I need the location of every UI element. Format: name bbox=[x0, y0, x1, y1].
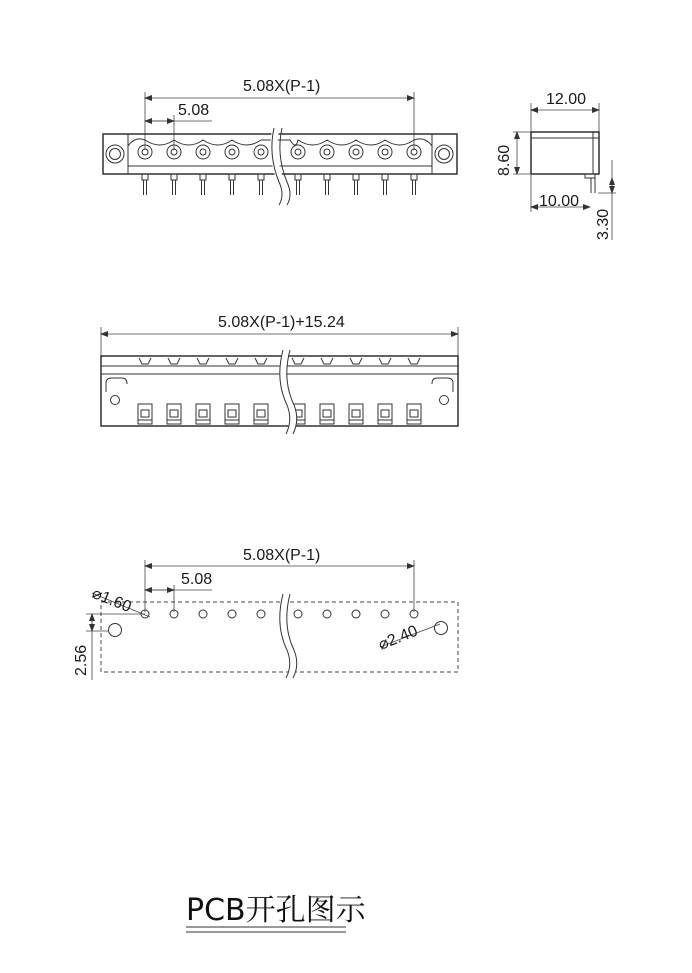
pcb-pin-hole-9 bbox=[381, 610, 389, 618]
front-slot-inner-9 bbox=[381, 410, 389, 417]
pcb-pin-hole-4 bbox=[228, 610, 236, 618]
side-pin-dim-label: 3.30 bbox=[595, 208, 612, 240]
top-screw-core-6 bbox=[295, 149, 301, 155]
front-slot-4 bbox=[225, 404, 239, 424]
top-pin-base-1 bbox=[142, 174, 148, 180]
side-height-dim-label: 8.60 bbox=[496, 144, 513, 176]
front-slot-inner-10 bbox=[410, 410, 418, 417]
top-pin-base-3 bbox=[200, 174, 206, 180]
top-screw-3 bbox=[196, 145, 210, 159]
pcb-mount-hole-dim-label: ⌀2.40 bbox=[376, 622, 421, 654]
top-screw-4 bbox=[225, 145, 239, 159]
front-slot-inner-3 bbox=[199, 410, 207, 417]
top-pin-base-10 bbox=[411, 174, 417, 180]
pcb-pin-hole-3 bbox=[199, 610, 207, 618]
front-slot-10 bbox=[407, 404, 421, 424]
front-slot-inner-7 bbox=[323, 410, 331, 417]
front-notch-9 bbox=[379, 358, 391, 364]
front-notch-7 bbox=[321, 358, 333, 364]
top-pin-base-6 bbox=[295, 174, 301, 180]
pcb-pin-hole-6 bbox=[294, 610, 302, 618]
front-slot-2 bbox=[167, 404, 181, 424]
top-screw-core-3 bbox=[200, 149, 206, 155]
top-pin-base-4 bbox=[229, 174, 235, 180]
front-notch-1 bbox=[139, 358, 151, 364]
top-screw-5 bbox=[254, 145, 268, 159]
top-pin-base-9 bbox=[382, 174, 388, 180]
top-pin-base-5 bbox=[258, 174, 264, 180]
pcb-pin-hole-dim-label: ⌀1.60 bbox=[89, 584, 134, 616]
top-pin-base-7 bbox=[324, 174, 330, 180]
front-view bbox=[101, 314, 458, 434]
front-slot-9 bbox=[378, 404, 392, 424]
caption-block bbox=[186, 893, 367, 932]
top-pin-base-2 bbox=[171, 174, 177, 180]
pcb-pin-hole-5 bbox=[257, 610, 265, 618]
top-screw-core-7 bbox=[324, 149, 330, 155]
front-slot-inner-1 bbox=[141, 410, 149, 417]
front-notch-2 bbox=[168, 358, 180, 364]
front-notch-6 bbox=[292, 358, 304, 364]
top-view bbox=[103, 78, 457, 205]
front-slot-inner-2 bbox=[170, 410, 178, 417]
front-slot-3 bbox=[196, 404, 210, 424]
side-base-dim-label: 10.00 bbox=[539, 193, 580, 210]
top-screw-core-4 bbox=[229, 149, 235, 155]
pcb-pitch-dim-label: 5.08 bbox=[181, 571, 213, 588]
top-screw-9 bbox=[378, 145, 392, 159]
top-screw-7 bbox=[320, 145, 334, 159]
top-overall-dim-label: 5.08X(P-1) bbox=[243, 78, 321, 95]
front-slot-inner-5 bbox=[257, 410, 265, 417]
side-width-dim-label: 12.00 bbox=[546, 91, 587, 108]
front-overall-dim-label: 5.08X(P-1)+15.24 bbox=[218, 314, 345, 331]
pcb-row-offset-dim-label: 2.56 bbox=[73, 644, 90, 676]
pcb-overall-dim-label: 5.08X(P-1) bbox=[243, 547, 321, 564]
front-notch-3 bbox=[197, 358, 209, 364]
top-pitch-dim-label: 5.08 bbox=[178, 102, 210, 119]
pcb-caption: PCB开孔图示 bbox=[186, 893, 366, 928]
pcb-pin-hole-7 bbox=[323, 610, 331, 618]
pcb-hole-view bbox=[73, 547, 458, 680]
top-screw-core-9 bbox=[382, 149, 388, 155]
top-screw-8 bbox=[349, 145, 363, 159]
top-pin-base-8 bbox=[353, 174, 359, 180]
front-slot-inner-8 bbox=[352, 410, 360, 417]
front-notch-4 bbox=[226, 358, 238, 364]
front-slot-1 bbox=[138, 404, 152, 424]
top-screw-core-5 bbox=[258, 149, 264, 155]
pcb-pin-hole-8 bbox=[352, 610, 360, 618]
front-notch-10 bbox=[408, 358, 420, 364]
front-slot-inner-4 bbox=[228, 410, 236, 417]
top-screw-6 bbox=[291, 145, 305, 159]
front-slot-8 bbox=[349, 404, 363, 424]
front-slot-7 bbox=[320, 404, 334, 424]
top-screw-core-8 bbox=[353, 149, 359, 155]
side-view bbox=[496, 91, 616, 240]
front-notch-8 bbox=[350, 358, 362, 364]
front-slot-5 bbox=[254, 404, 268, 424]
front-notch-5 bbox=[255, 358, 267, 364]
